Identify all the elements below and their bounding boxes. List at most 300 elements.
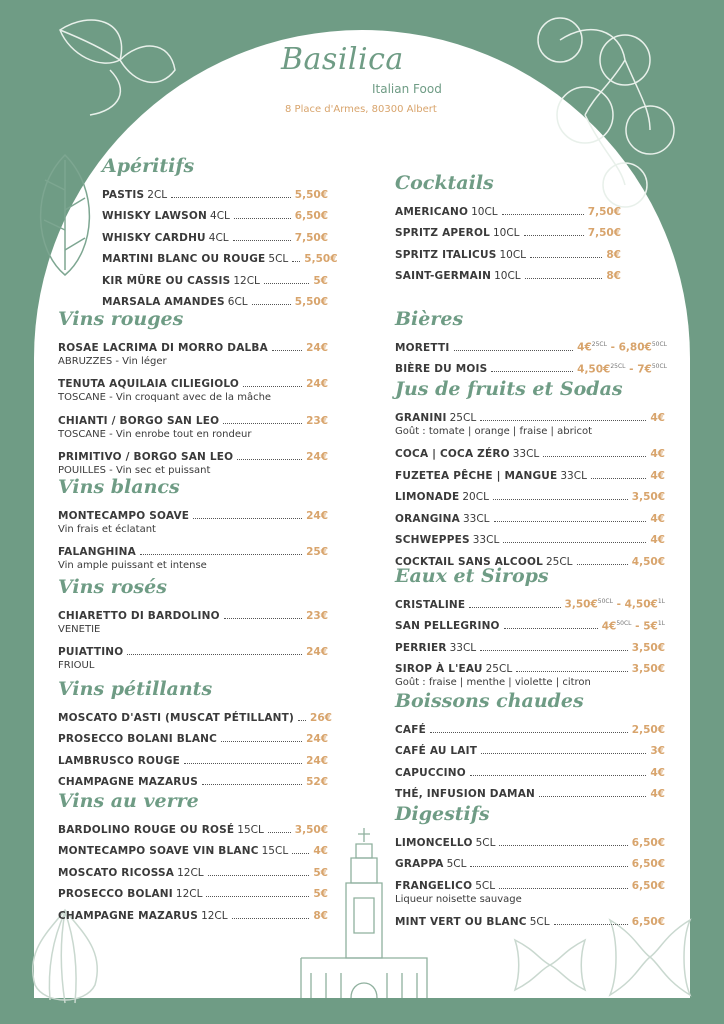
section-boissons-chaudes — [395, 690, 665, 802]
item-name: WHISKY LAWSON — [102, 210, 208, 222]
dot-leader — [140, 554, 302, 555]
dot-leader — [292, 853, 309, 854]
item-name: MARSALA AMANDES — [102, 296, 225, 308]
item-description: Vin frais et éclatant — [58, 523, 156, 535]
item-price: 23€ — [306, 609, 328, 622]
section-title: Vins pétillants — [58, 678, 213, 700]
menu-item — [58, 371, 328, 406]
menu-item-row — [395, 909, 665, 929]
dot-leader — [493, 499, 628, 500]
item-price: 4€ — [650, 469, 665, 482]
item-name: BARDOLINO ROUGE OU ROSÉ — [58, 823, 235, 836]
size-large: 50CL — [651, 341, 667, 348]
menu-item-row — [395, 829, 665, 849]
item-name: MONTECAMPO SOAVE VIN BLANC — [58, 845, 259, 857]
item-price: 52€ — [306, 776, 328, 788]
item-name: WHISKY CARDHU — [102, 231, 206, 244]
dot-leader — [543, 456, 646, 457]
menu-item — [395, 527, 665, 547]
item-price: 7,50€ — [587, 227, 621, 239]
item-name: ROSAE LACRIMA DI MORRO DALBA — [58, 341, 268, 354]
menu-item — [395, 781, 665, 801]
dot-leader — [504, 628, 598, 629]
item-name: CAPUCCINO — [395, 766, 466, 779]
menu-item — [395, 656, 665, 691]
menu-item — [58, 747, 328, 767]
menu-item — [102, 267, 328, 287]
menu-item-row — [395, 781, 665, 801]
menu-item — [395, 263, 621, 283]
menu-item — [102, 224, 328, 244]
item-name: SPRITZ ITALICUS — [395, 248, 497, 261]
menu-item-row — [395, 462, 665, 482]
menu-item-row — [58, 838, 328, 858]
menu-item — [102, 203, 328, 223]
section-vins-roses — [58, 576, 328, 675]
item-name: LAMBRUSCO ROUGE — [58, 754, 181, 767]
item-name: BIÈRE DU MOIS — [395, 363, 488, 375]
item-price: 7,50€ — [294, 231, 328, 244]
menu-item-row — [102, 267, 328, 287]
menu-item-row — [58, 747, 328, 767]
menu-item — [58, 334, 328, 369]
item-price: 7,50€ — [587, 205, 621, 218]
section-title: Vins rosés — [58, 576, 167, 598]
menu-item — [395, 198, 621, 218]
item-name: CAFÉ — [395, 723, 426, 736]
item-price — [577, 341, 667, 354]
item-price: 4€ — [650, 788, 665, 800]
section-title: Cocktails — [395, 172, 494, 194]
menu-item — [395, 241, 621, 261]
item-volume: 5CL — [475, 836, 496, 849]
menu-item — [395, 356, 667, 376]
section-digestifs — [395, 803, 665, 930]
item-price: 3€ — [650, 745, 665, 757]
menu-item-row — [395, 851, 665, 871]
menu-item — [58, 704, 332, 724]
section-eaux-sirops — [395, 565, 665, 692]
menu-item — [395, 591, 665, 611]
menu-item-row — [102, 246, 338, 266]
item-price: 4€ — [650, 448, 665, 460]
menu-item — [58, 602, 328, 637]
menu-item — [395, 484, 665, 504]
item-name: CHIANTI / BORGO SAN LEO — [58, 414, 220, 427]
item-description: Goût : tomate | orange | fraise | abricot — [395, 425, 593, 437]
dot-leader — [516, 671, 628, 672]
item-name: PROSECCO BOLANI — [58, 888, 173, 900]
menu-item-row — [58, 726, 328, 746]
item-price: 3,50€ — [294, 823, 328, 836]
dot-leader — [591, 478, 646, 479]
menu-item — [395, 909, 665, 929]
section-title: Eaux et Sirops — [395, 565, 549, 587]
menu-item-row — [58, 371, 328, 391]
dot-leader — [252, 304, 291, 305]
item-price: 24€ — [306, 646, 328, 658]
item-price: 2,50€ — [631, 723, 665, 736]
item-price: 6,50€ — [631, 879, 665, 892]
item-price: 4,50€ — [631, 555, 665, 568]
item-description: POUILLES - Vin sec et puissant — [58, 465, 211, 476]
section-title: Vins rouges — [58, 308, 184, 330]
menu-item-row — [58, 639, 328, 659]
item-price: 4€ — [313, 845, 328, 857]
menu-item-row — [395, 716, 665, 736]
item-name: MARTINI BLANC OU ROUGE — [102, 253, 266, 265]
item-price: 24€ — [306, 733, 328, 745]
item-price: 5,50€ — [304, 253, 338, 265]
item-name: MOSCATO D'ASTI (MUSCAT PÉTILLANT) — [58, 711, 295, 724]
section-vins-rouges — [58, 308, 328, 480]
size-large: 1L — [657, 619, 665, 627]
dot-leader — [171, 197, 291, 198]
price-large: 4,50€ — [624, 598, 658, 611]
menu-item — [58, 639, 328, 674]
menu-item — [58, 902, 328, 922]
menu-item — [395, 634, 665, 654]
menu-item — [58, 816, 328, 836]
menu-item — [58, 407, 328, 442]
restaurant-subtitle: Italian Food — [372, 82, 442, 96]
size-small: 25CL — [610, 362, 626, 370]
item-name: KIR MÛRE OU CASSIS — [102, 274, 231, 287]
dot-leader — [224, 618, 302, 619]
item-price: 24€ — [306, 509, 328, 522]
menu-item-row — [58, 704, 332, 724]
item-price: 8€ — [313, 909, 328, 922]
dot-leader — [454, 350, 574, 351]
item-volume: 15CL — [261, 845, 289, 857]
item-volume: 33CL — [462, 512, 490, 525]
section-cocktails — [395, 172, 621, 284]
item-price: 8€ — [606, 270, 621, 282]
size-small: 50CL — [597, 598, 613, 605]
menu-item-row — [395, 334, 667, 354]
item-description: TOSCANE - Vin enrobe tout en rondeur — [58, 428, 252, 440]
dot-leader — [292, 261, 300, 262]
item-price: 24€ — [306, 378, 328, 390]
menu-item-row — [58, 881, 328, 901]
price-large: 5€ — [643, 620, 658, 632]
menu-item-row — [395, 198, 621, 218]
menu-item — [395, 738, 665, 758]
menu-item — [395, 716, 665, 736]
item-price: 3,50€ — [631, 641, 665, 654]
item-name: MOSCATO RICOSSA — [58, 866, 175, 879]
restaurant-address: 8 Place d'Armes, 80300 Albert — [285, 104, 437, 115]
item-volume: 2CL — [147, 188, 168, 201]
price-separator: - — [606, 341, 619, 354]
item-volume: 5CL — [446, 858, 467, 870]
menu-item-row — [58, 769, 328, 789]
dot-leader — [237, 459, 302, 460]
dot-leader — [491, 371, 573, 372]
dot-leader — [470, 866, 627, 867]
menu-item-row — [395, 356, 667, 376]
item-name: MINT VERT OU BLANC — [395, 916, 527, 928]
item-price: 6,50€ — [631, 916, 665, 928]
section-aperitifs — [102, 155, 338, 310]
size-small: 50CL — [616, 619, 632, 627]
menu-item-row — [102, 289, 328, 309]
dot-leader — [223, 423, 302, 424]
item-name: CHAMPAGNE MAZARUS — [58, 909, 199, 922]
dot-leader — [481, 753, 646, 754]
menu-item — [395, 441, 665, 461]
dot-leader — [499, 845, 627, 846]
dot-leader — [524, 235, 584, 236]
item-price: 6,50€ — [294, 210, 328, 222]
item-name: FUZETEA PÊCHE | MANGUE — [395, 469, 558, 482]
menu-item-row — [395, 527, 665, 547]
menu-item — [58, 769, 328, 789]
item-name: PUIATTINO — [58, 646, 124, 658]
menu-item-row — [58, 407, 328, 427]
item-name: GRANINI — [395, 411, 447, 424]
item-name: CAFÉ AU LAIT — [395, 745, 478, 757]
item-price: 3,50€ — [631, 663, 665, 675]
dot-leader — [243, 386, 302, 387]
section-jus-sodas — [395, 378, 665, 570]
menu-item — [395, 462, 665, 482]
item-volume: 20CL — [462, 491, 489, 503]
menu-item-row — [395, 872, 665, 892]
menu-item-row — [395, 656, 665, 676]
item-volume: 25CL — [545, 555, 573, 568]
item-volume: 4CL — [210, 210, 230, 222]
dot-leader — [494, 521, 647, 522]
item-price — [577, 363, 667, 376]
price-small: 4€ — [601, 620, 617, 632]
menu-item-row — [58, 902, 328, 922]
item-price: 4€ — [650, 534, 665, 546]
item-name: SCHWEPPES — [395, 534, 470, 546]
menu-item-row — [58, 859, 328, 879]
item-name: MONTECAMPO SOAVE — [58, 509, 190, 522]
item-name: ORANGINA — [395, 512, 460, 525]
item-price: 5€ — [313, 888, 328, 900]
item-volume: 10CL — [494, 270, 521, 282]
item-name: SAN PELLEGRINO — [395, 620, 500, 632]
item-name: LIMONADE — [395, 491, 460, 503]
item-price: 5€ — [313, 274, 328, 287]
price-small: 4,50€ — [577, 363, 611, 375]
menu-item-row — [102, 181, 328, 201]
dot-leader — [193, 518, 302, 519]
dot-leader — [202, 784, 302, 785]
menu-item — [395, 404, 665, 439]
item-price: 25€ — [306, 546, 328, 558]
dot-leader — [503, 542, 646, 543]
menu-item-row — [58, 816, 328, 836]
menu-item-row — [395, 441, 665, 461]
dot-leader — [480, 420, 646, 421]
menu-item-row — [58, 602, 328, 622]
section-vins-blancs — [58, 476, 328, 575]
item-volume: 25CL — [485, 663, 513, 675]
item-description: ABRUZZES - Vin léger — [58, 355, 167, 367]
item-price: 6,50€ — [631, 858, 665, 870]
item-name: CHIARETTO DI BARDOLINO — [58, 609, 220, 622]
dot-leader — [469, 607, 560, 608]
item-volume: 33CL — [449, 641, 477, 654]
item-volume: 33CL — [560, 469, 587, 482]
menu-item — [395, 872, 665, 907]
item-description: Liqueur noisette sauvage — [395, 893, 522, 905]
section-vins-au-verre — [58, 790, 328, 924]
item-volume: 15CL — [237, 823, 264, 836]
dot-leader — [268, 832, 291, 833]
menu-item — [102, 246, 338, 266]
item-price: 3,50€ — [631, 491, 665, 503]
dot-leader — [233, 240, 291, 241]
item-name: SIROP À L'EAU — [395, 663, 483, 675]
item-name: MORETTI — [395, 341, 450, 354]
item-volume: 4CL — [208, 231, 229, 244]
dot-leader — [127, 654, 302, 655]
item-price: 8€ — [606, 248, 621, 261]
menu-item-row — [102, 224, 328, 244]
menu-item-row — [395, 759, 665, 779]
item-name: CHAMPAGNE MAZARUS — [58, 776, 199, 788]
item-volume: 12CL — [175, 888, 203, 900]
basil-leaf-icon — [50, 10, 180, 120]
section-title: Vins au verre — [58, 790, 199, 812]
menu-item-row — [58, 334, 328, 354]
menu-item — [58, 539, 328, 574]
item-volume: 12CL — [201, 909, 228, 922]
menu-item-row — [102, 203, 328, 223]
menu-item — [58, 838, 328, 858]
section-vins-petillants — [58, 678, 332, 790]
item-name: TENUTA AQUILAIA CILIEGIOLO — [58, 378, 240, 390]
item-price — [602, 620, 665, 633]
item-name: GRAPPA — [395, 858, 444, 870]
dot-leader — [272, 350, 302, 351]
price-separator: - — [631, 620, 644, 632]
menu-item-row — [58, 502, 328, 522]
menu-item — [58, 881, 328, 901]
item-description: Goût : fraise | menthe | violette | citron — [395, 677, 591, 688]
restaurant-name: Basilica — [281, 42, 404, 77]
section-title: Apéritifs — [102, 155, 195, 177]
menu-item-row — [58, 539, 328, 559]
menu-item — [58, 444, 328, 479]
dot-leader — [232, 918, 310, 919]
section-title: Boissons chaudes — [395, 690, 584, 712]
menu-item — [58, 502, 328, 537]
item-volume: 10CL — [492, 227, 520, 239]
item-price: 5,50€ — [294, 188, 328, 201]
item-name: AMERICANO — [395, 205, 469, 218]
menu-item-row — [58, 444, 328, 464]
item-price: 5€ — [313, 866, 328, 879]
item-name: PROSECCO BOLANI BLANC — [58, 733, 218, 745]
menu-item-row — [395, 484, 665, 504]
item-volume: 33CL — [512, 448, 540, 460]
item-price: 24€ — [306, 451, 328, 463]
item-name: COCKTAIL SANS ALCOOL — [395, 555, 543, 568]
dot-leader — [502, 214, 584, 215]
size-small: 25CL — [591, 341, 607, 348]
section-title: Jus de fruits et Sodas — [395, 378, 623, 400]
dot-leader — [234, 218, 291, 219]
price-large: 7€ — [637, 363, 652, 375]
dot-leader — [208, 875, 310, 876]
dot-leader — [525, 278, 603, 279]
dot-leader — [530, 257, 602, 258]
menu-item-row — [395, 634, 665, 654]
menu-item-row — [395, 591, 665, 611]
menu-item-row — [395, 241, 621, 261]
item-volume: 12CL — [233, 274, 260, 287]
item-volume: 5CL — [529, 916, 550, 928]
item-name: PASTIS — [102, 188, 145, 201]
item-volume: 6CL — [227, 296, 248, 308]
dot-leader — [298, 720, 306, 721]
item-volume: 33CL — [472, 534, 500, 546]
item-volume: 10CL — [499, 248, 526, 261]
dot-leader — [206, 896, 309, 897]
item-price: 6,50€ — [631, 836, 665, 849]
item-volume: 12CL — [177, 866, 204, 879]
price-small: 4€ — [577, 341, 592, 354]
item-price: 23€ — [306, 414, 328, 427]
item-price: 24€ — [306, 754, 328, 767]
price-separator: - — [625, 363, 638, 375]
menu-item — [395, 851, 665, 871]
menu-item — [58, 859, 328, 879]
dot-leader — [499, 888, 628, 889]
item-price: 5,50€ — [294, 296, 328, 308]
item-price: 24€ — [306, 341, 328, 354]
item-name: PRIMITIVO / BORGO SAN LEO — [58, 451, 234, 463]
dot-leader — [539, 796, 646, 797]
menu-item-row — [395, 404, 665, 424]
menu-item-row — [395, 263, 621, 283]
item-description: Vin ample puissant et intense — [58, 560, 207, 571]
price-small: 3,50€ — [564, 598, 598, 611]
item-price: 26€ — [310, 711, 332, 724]
dot-leader — [430, 732, 628, 733]
menu-item — [395, 613, 665, 633]
menu-item — [58, 726, 328, 746]
dot-leader — [554, 924, 628, 925]
item-name: FRANGELICO — [395, 879, 473, 892]
item-volume: 5CL — [268, 253, 289, 265]
item-description: FRIOUL — [58, 660, 95, 671]
menu-item-row — [395, 220, 621, 240]
size-large: 1L — [657, 598, 665, 605]
menu-item-row — [395, 505, 665, 525]
menu-item — [395, 505, 665, 525]
item-name: SPRITZ APEROL — [395, 227, 490, 239]
section-bieres — [395, 308, 667, 377]
section-title: Vins blancs — [58, 476, 180, 498]
item-description: VENETIE — [58, 623, 101, 635]
menu-item — [102, 289, 328, 309]
dot-leader — [184, 763, 302, 764]
dot-leader — [264, 283, 309, 284]
section-title: Digestifs — [395, 803, 490, 825]
item-name: COCA | COCA ZÉRO — [395, 448, 510, 460]
item-price: 4€ — [650, 766, 665, 779]
item-name: PERRIER — [395, 641, 447, 654]
size-large: 50CL — [651, 362, 667, 370]
price-large: 6,80€ — [618, 341, 652, 354]
